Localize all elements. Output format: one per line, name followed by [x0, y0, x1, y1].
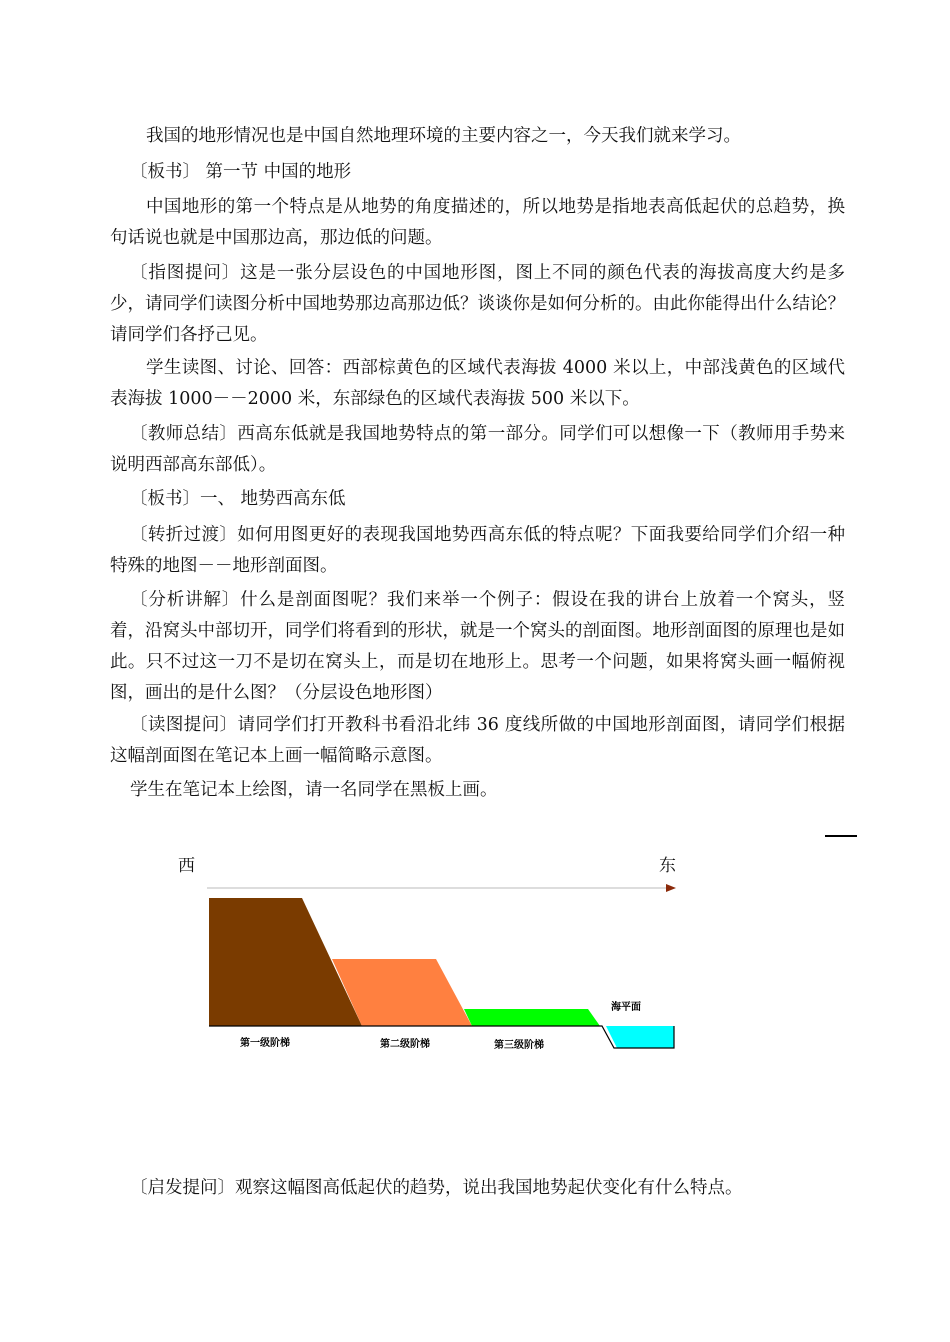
paragraph-intro: 我国的地形情况也是中国自然地理环境的主要内容之一，今天我们就来学习。: [146, 126, 741, 146]
west-label: 西: [178, 856, 195, 876]
paragraph-transition: 〔转折过渡〕如何用图更好的表现我国地势西高东低的特点呢？下面我要给同学们介绍一种特殊的地图－－地形剖面图。: [110, 525, 845, 576]
paragraph-board-point-one: 〔板书〕一、 地势西高东低: [130, 489, 346, 509]
paragraph-map-question: 〔指图提问〕这是一张分层设色的中国地形图，图上不同的颜色代表的海拔高度大约是多少，请同学们读图分析中国地势那边高那边低？谈谈你是如何分析的。由此你能得出什么结论？请同学们各抒己见。: [110, 263, 845, 345]
first-step-label: 第一级阶梯: [240, 1038, 290, 1049]
paragraph-read-question: 〔读图提问〕请同学们打开教科书看沿北纬 36 度线所做的中国地形剖面图，请同学们根据这幅剖面图在笔记本上画一幅简略示意图。: [110, 715, 846, 766]
paragraph-terrain-feature: 中国地形的第一个特点是从地势的角度描述的，所以地势是指地表高低起伏的总趋势，换句话说也就是中国那边高，那边低的问题。: [110, 197, 845, 248]
short-rule: [825, 835, 857, 837]
third-step-label: 第三级阶梯: [494, 1040, 544, 1051]
paragraph-board-section: 〔板书〕 第一节 中国的地形: [130, 162, 352, 182]
paragraph-student-answer: 学生读图、讨论、回答：西部棕黄色的区域代表海拔 4000 米以上，中部浅黄色的区域代表海拔 1000－－2000 米，东部绿色的区域代表海拔 500 米以下。: [110, 358, 845, 409]
sea-level-label: 海平面: [611, 1002, 641, 1013]
terrain-profile-diagram: [160, 845, 700, 1065]
paragraph-inspire-question: 〔启发提问〕观察这幅图高低起伏的趋势，说出我国地势起伏变化有什么特点。: [130, 1178, 743, 1198]
second-step-label: 第二级阶梯: [380, 1039, 430, 1050]
paragraph-teacher-summary: 〔教师总结〕西高东低就是我国地势特点的第一部分。同学们可以想像一下（教师用手势来说明西部高东部低）。: [110, 424, 845, 475]
east-label: 东: [659, 856, 676, 876]
paragraph-analysis: 〔分析讲解〕什么是剖面图呢？我们来举一个例子：假设在我的讲台上放着一个窝头，竖着，沿窝头中部切开，同学们将看到的形状，就是一个窝头的剖面图。地形剖面图的原理也是如此。只不过这一刀不是切在窝头上，而是切在地形上。思考一个问题，如果将窝头画一幅俯视图，画出的是什么图？（分层设色地形图）: [110, 590, 845, 703]
sea-area: [606, 1026, 674, 1048]
direction-arrow-head: [666, 884, 676, 892]
paragraph-student-drawing: 学生在笔记本上绘图，请一名同学在黑板上画。: [130, 780, 498, 800]
third-step-terrain: [464, 1009, 600, 1026]
